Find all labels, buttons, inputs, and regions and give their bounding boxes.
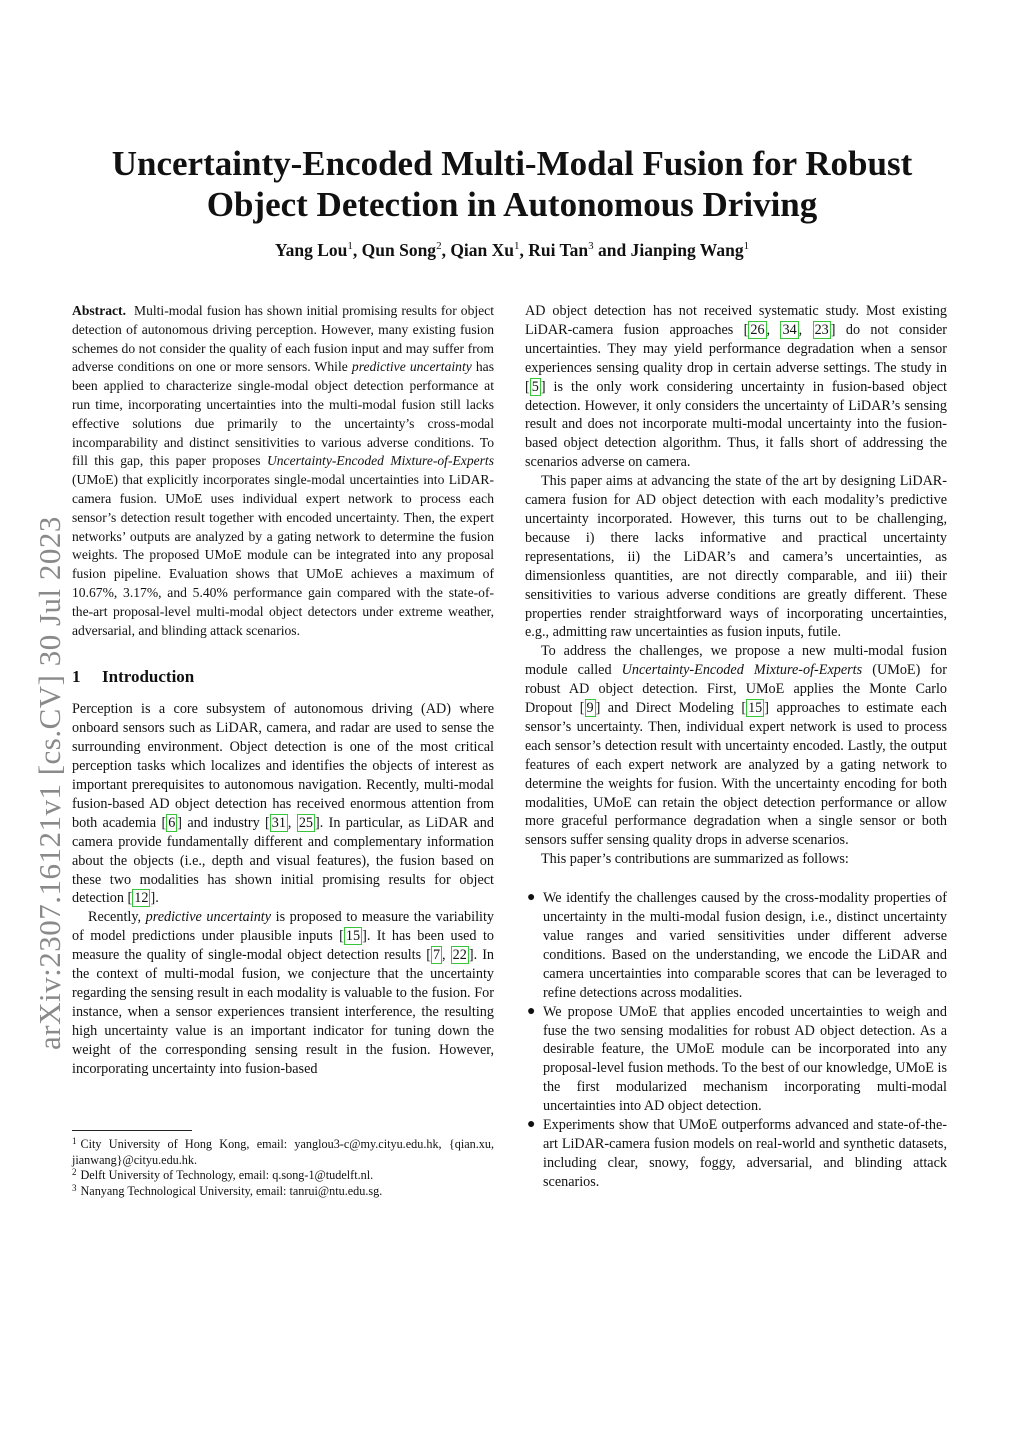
abstract <box>72 302 494 640</box>
right-column <box>525 302 947 1192</box>
intro-paragraph: Recently, predictive uncertainty is proposed to measure the variability of model predictions under plausible inputs [ 15 ]. It has been used to measure the quality of single-modal object detection results [ 7 , 22 ]. In the context of multi-modal fusion, we conjecture that the uncertainty regarding the sensing result in each modality is valuable to the fusion. For instance, when a sensor experiences transient interference, the resulting high uncertainty value is an important indicator for tuning down the weight of the corresponding sensing result in the fusion. However, incorporating uncertainty into fusion-based <box>72 909 495 1077</box>
body-text: (UMoE) for robust AD object detection. First, UMoE applies the Monte Carlo Dropout [ <box>525 662 947 717</box>
body-paragraph: AD object detection has not received systematic study. Most existing LiDAR-camera fusion approaches [ 26 , 34 , 23 ] do not consider uncertainties. They may yield performance degradation when a sensor experiences sensing quality drop in certain adverse settings. The study in [ 5 ] is the only work considering uncertainty in fusion-based object detection. However, it only considers the uncertainty of LiDAR’s sensing result and does not incorporate multi-modal uncertainty into the fusion-based object detection algorithm. Thus, it falls short of addressing the scenarios adverse on camera. <box>525 303 947 471</box>
footnote <box>72 1137 494 1168</box>
body-emphasis: predictive uncertainty <box>145 909 272 926</box>
body-text: ]. In the context of multi-modal fusion, we conjecture that the uncertainty regarding the sensing result in each modality is valuable to the fusion. For instance, when a sensor experiences transient interference, the resulting high uncertainty value is an important indicator for tuning down the weight of the corresponding sensing result in the fusion. However, incorporating uncertainty into fusion-based <box>72 947 495 1077</box>
author-name: Jianping Wang <box>630 240 744 260</box>
paper-title <box>90 143 934 225</box>
citation-link[interactable]: 5 <box>531 378 539 395</box>
citation-link[interactable]: 15 <box>748 700 763 717</box>
body-text: ]. <box>150 890 159 907</box>
section-number: 1 <box>72 667 81 687</box>
body-text: ] and industry [ <box>177 814 270 831</box>
bullet-icon: ● <box>527 1117 536 1133</box>
left-column <box>72 302 494 1078</box>
affiliation-mark: 1 <box>514 240 520 252</box>
author-separator: , <box>519 240 529 260</box>
citation-link[interactable]: 25 <box>298 814 313 831</box>
author-name: Qun Song <box>361 240 437 260</box>
paper-title-line: Uncertainty-Encoded Multi-Modal Fusion for Robust <box>111 144 913 183</box>
author-separator: and <box>593 240 631 260</box>
body-text: AD object detection has not received systematic study. Most existing LiDAR-camera fusion approaches [ <box>525 303 947 338</box>
abstract-text: (UMoE) that explicitly incorporates single-modal uncertainties into LiDAR-camera fusion. UMoE uses individual expert network to process each sensor’s detection result together with encoded uncertainty. Then, the expert networks’ outputs are analyzed by a gating network to determine the fusion weights. The proposed UMoE module can be integrated into any proposal fusion pipeline. Evaluation shows that UMoE achieves a maximum of 10.67%, 3.17%, and 5.40% performance gain compared with the state-of-the-art proposal-level multi-modal object detectors under extreme weather, adversarial, and blinding attack scenarios. <box>72 472 494 638</box>
body-text: To address the challenges, we propose a new multi-modal fusion module called <box>525 643 947 679</box>
contributions-list <box>525 889 947 1192</box>
list-item <box>525 1116 947 1192</box>
footnote-mark: 3 <box>72 1182 77 1193</box>
citation-link[interactable]: 15 <box>345 928 361 945</box>
list-item-text: Experiments show that UMoE outperforms advanced and state-of-the-art LiDAR-camera fusion models on real-world and synthetic datasets, including clear, snowy, foggy, adversarial, and blinding attack scenarios. <box>543 1117 947 1190</box>
list-item <box>525 1003 947 1116</box>
citation-link[interactable]: 31 <box>271 814 286 831</box>
author-name: Rui Tan <box>528 240 589 260</box>
footnote-text: Delft University of Technology, email: q.song-1@tudelft.nl. <box>80 1168 374 1182</box>
footnote <box>72 1184 494 1200</box>
footnote-text: Nanyang Technological University, email: tanrui@ntu.edu.sg. <box>80 1183 383 1198</box>
body-text: ] do not consider uncertainties. They may yield performance degradation when a sensor experiences sensing quality drop in certain adverse settings. The study in [ <box>525 321 947 395</box>
arxiv-stamp: arXiv:2307.16121v1 [cs.CV] 30 Jul 2023 <box>32 516 67 1050</box>
citation-link[interactable]: 34 <box>782 321 797 338</box>
citation-link[interactable]: 9 <box>586 700 594 717</box>
affiliation-mark: 3 <box>588 240 594 252</box>
bullet-icon: ● <box>527 890 536 906</box>
author-separator: , <box>352 240 362 260</box>
section-heading-introduction <box>72 666 494 688</box>
body-text: ] and Direct Modeling [ <box>595 700 747 717</box>
body-paragraph: This paper’s contributions are summarized as follows: <box>541 851 849 868</box>
list-item-text: We propose UMoE that applies encoded uncertainties to weigh and fuse the two sensing modalities for robust AD object detection. As a desirable feature, the UMoE module can be incorporated into any proposal-level fusion methods. To the best of our knowledge, UMoE is the first modularized mechanism incorporating multi-modal uncertainties into AD object detection. <box>543 1003 947 1115</box>
body-text: ] is the only work considering uncertainty in fusion-based object detection. However, it only considers the uncertainty of LiDAR’s sensing result and does not incorporate multi-modal uncertainty into the fusion-based object detection algorithm. Thus, it falls short of addressing the scenarios adverse on camera. <box>525 378 947 471</box>
body-text: ]. It has been used to measure the quality of single-modal object detection results [ <box>72 928 494 964</box>
footnote-mark: 2 <box>72 1167 77 1177</box>
footnote-text: City University of Hong Kong, email: yanglou3-c@my.cityu.edu.hk, {qian.xu, jianwang}@cityu.edu.hk. <box>72 1137 494 1167</box>
author-separator: , <box>441 240 451 260</box>
affiliation-mark: 2 <box>436 240 442 252</box>
footnote-rule <box>72 1130 192 1131</box>
affiliation-mark: 1 <box>347 240 353 252</box>
author-name: Qian Xu <box>450 240 515 260</box>
affiliation-mark: 1 <box>743 240 750 252</box>
bullet-icon: ● <box>527 1003 536 1019</box>
author-name: Yang Lou <box>274 240 348 260</box>
footnote <box>72 1168 494 1184</box>
abstract-text: has been applied to characterize single-modal object detection performance at run time, incorporating uncertainties into the multi-modal fusion still lacks effective solutions due primarily to the uncertainty’s cross-modal incomparability and distinct sensitivities to various adverse conditions. To fill this gap, this paper proposes <box>72 359 494 469</box>
citation-link[interactable]: 23 <box>814 321 829 338</box>
body-text: Perception is a core subsystem of autonomous driving (AD) where onboard sensors such as LiDAR, camera, and radar are used to sense the surrounding environment. Object detection is one of the most critical perception tasks which localizes and identifies the objects of interest as important prerequisites to autonomous navigation. Recently, multi-modal fusion-based AD object detection has received enormous attention from both academia [ <box>72 701 494 831</box>
body-paragraph: This paper aims at advancing the state of the art by designing LiDAR-camera fusion for AD object detection with each modality’s predictive uncertainty incorporated. However, this turns out to be challenging, because i) there lacks informative and practical uncertainty representations, ii) the LiDAR’s and camera’s uncertainties, as dimensionless quantities, are not directly comparable, and iii) their sensitivities to various adverse conditions are greatly different. These properties render straightforward ways of incorporating uncertainties, e.g., admitting raw uncertainties as fusion inputs, futile. <box>525 473 947 641</box>
section-title: Introduction <box>102 667 195 687</box>
abstract-emphasis: Uncertainty-Encoded Mixture-of-Experts <box>266 453 495 469</box>
body-text: Recently, <box>88 909 146 926</box>
list-item-text: We identify the challenges caused by the cross-modality properties of uncertainty in the multi-modal fusion design, i.e., distinct uncertainty value ranges and varied sensitivities under different adverse conditions. Based on the understanding, we encode the LiDAR and camera uncertainties into comparable scores that can be leveraged to refine detections across modalities. <box>543 890 947 1001</box>
abstract-emphasis: predictive uncertainty <box>351 359 472 375</box>
list-item <box>525 889 947 1002</box>
body-text: is proposed to measure the variability of model predictions under plausible inputs [ <box>72 909 494 945</box>
body-text: ]. In particular, as LiDAR and camera provide fundamentally different and complementary information about the objects (i.e., depth and visual features), the fusion based on these two modalities has shown initial promising results for object detection [ <box>72 814 494 907</box>
author-list <box>90 239 934 261</box>
abstract-label: Abstract. <box>72 303 126 318</box>
footnotes <box>72 1130 494 1199</box>
abstract-text: Multi-modal fusion has shown initial promising results for object detection of autonomous driving perception. However, many existing fusion schemes do not consider the quality of each fusion input and may suffer from adverse conditions on one or more sensors. While <box>72 303 494 375</box>
body-emphasis: Uncertainty-Encoded Mixture-of-Experts <box>621 662 863 679</box>
body-paragraph <box>525 642 947 850</box>
citation-link[interactable]: 6 <box>168 814 176 831</box>
citation-link[interactable]: 22 <box>452 947 467 964</box>
citation-link[interactable]: 7 <box>432 947 441 964</box>
footnote-mark: 1 <box>72 1136 77 1146</box>
citation-link[interactable]: 12 <box>134 890 149 907</box>
paper-title-line: Object Detection in Autonomous Driving <box>206 185 818 224</box>
intro-paragraph: Perception is a core subsystem of autonomous driving (AD) where onboard sensors such as LiDAR, camera, and radar are used to sense the surrounding environment. Object detection is one of the most critical perception tasks which localizes and identifies the objects of interest as important prerequisites to autonomous navigation. Recently, multi-modal fusion-based AD object detection has received enormous attention from both academia [ 6 ] and industry [ 31 , 25 ]. In particular, as LiDAR and camera provide fundamentally different and complementary information about the objects (i.e., depth and visual features), the fusion based on these two modalities has shown initial promising results for object detection [ 12 ]. <box>72 701 494 907</box>
body-text: ] approaches to estimate each sensor’s uncertainty. Then, individual expert network is used to process each sensor’s detection result with uncertainty encoded. Lastly, the output features of each expert network are analyzed by a gating network to determine the weights for fusion. With the uncertainty encoding for both modalities, UMoE can retain the object detection performance or allow more graceful performance degradation when a single sensor or both sensors suffer sensing quality drops in adverse scenarios. <box>525 700 948 849</box>
citation-link[interactable]: 26 <box>750 321 765 338</box>
